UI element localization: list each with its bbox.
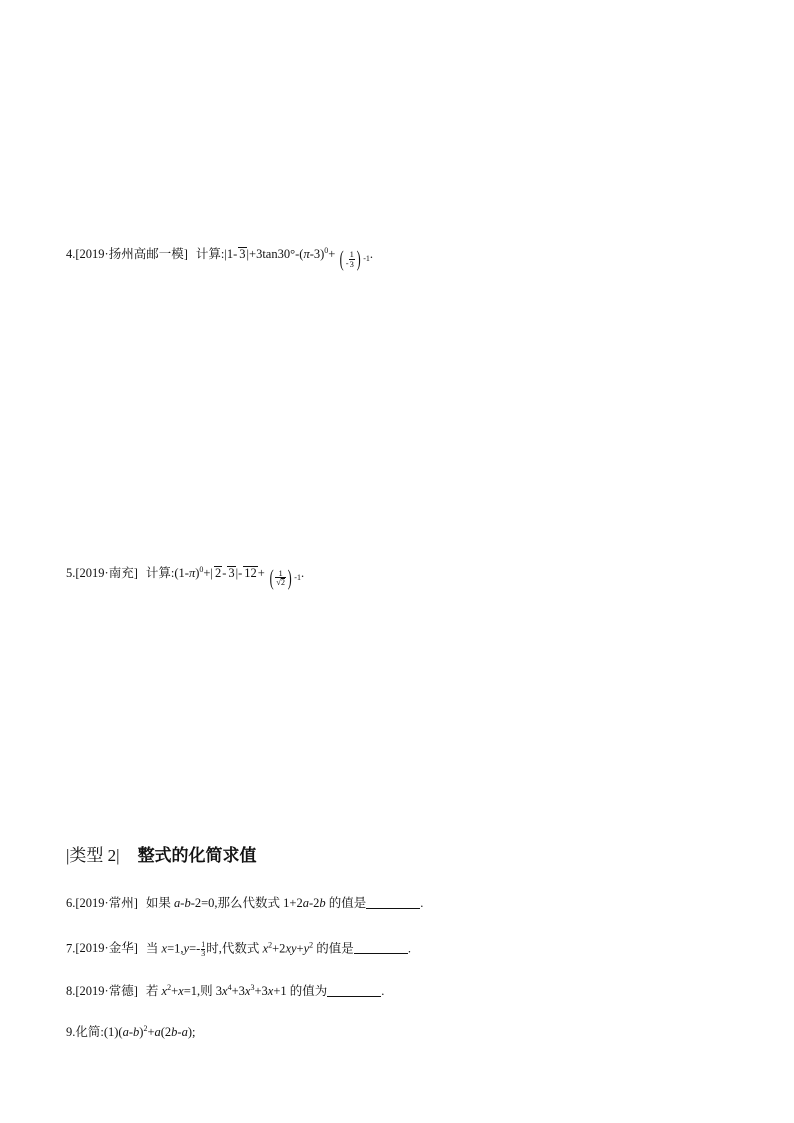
end-mark: . [381, 984, 385, 998]
question-prompt: 计算:(1- [145, 566, 189, 580]
question-text: =- [189, 941, 201, 956]
variable: b [133, 1025, 140, 1039]
sqrt-radicand: 12 [244, 566, 257, 580]
variable: b [171, 1025, 178, 1039]
variable: a [181, 1025, 188, 1039]
answer-blank[interactable] [366, 908, 420, 909]
answer-blank[interactable] [327, 996, 381, 997]
variable: b [184, 896, 191, 910]
pi-symbol: π [188, 566, 196, 580]
expr-text: |1- [224, 247, 238, 261]
question-text: -2 [308, 896, 320, 910]
exponent: 4 [227, 983, 232, 992]
section-label: |类型 2| [66, 846, 120, 865]
end-mark: . [369, 247, 374, 261]
question-number: 7. [66, 941, 76, 956]
fraction-numerator: 1 [278, 567, 283, 578]
answer-blank[interactable] [354, 953, 408, 954]
left-paren: ( [269, 565, 274, 591]
question-7 [66, 941, 411, 958]
question-text: 时,代数式 [206, 941, 263, 956]
expr-text: + [257, 566, 265, 580]
question-text: =1,则 3 [183, 984, 223, 998]
question-text: 化简:(1)( [75, 1025, 123, 1039]
question-text: + [296, 941, 304, 956]
exponent: -1 [363, 254, 370, 263]
exponent: 0 [199, 565, 204, 574]
question-text: (2 [160, 1025, 172, 1039]
sqrt-radicand: 3 [239, 247, 246, 261]
expr-text: - [222, 566, 227, 580]
variable: x [262, 941, 269, 956]
question-5 [66, 566, 304, 589]
right-paren: ) [287, 565, 292, 591]
end-mark: . [420, 896, 424, 910]
question-6 [66, 897, 423, 910]
right-paren: ) [356, 246, 361, 272]
fraction-denominator: √2 [276, 577, 285, 588]
variable: x [267, 984, 274, 998]
question-text: - [128, 1025, 134, 1039]
question-source: [2019·金华] [75, 941, 138, 956]
question-4 [66, 247, 373, 270]
variable: x [178, 984, 184, 998]
exponent: 2 [268, 940, 273, 950]
question-text: + [147, 1025, 155, 1039]
variable: x [161, 984, 168, 998]
end-mark: . [300, 566, 305, 580]
expr-text: |+3tan30°-( [246, 247, 304, 261]
fraction-group [338, 248, 362, 270]
end-mark: . [407, 941, 411, 956]
left-paren: ( [340, 246, 345, 272]
fraction-denominator: 3 [349, 258, 354, 269]
pi-symbol: π [303, 247, 310, 261]
fraction-denominator: 3 [201, 949, 206, 958]
section-title: 整式的化简求值 [137, 846, 257, 865]
expr-text: + [328, 247, 336, 261]
section-heading [66, 841, 257, 866]
variable: a [302, 896, 309, 910]
question-text: 如果 [145, 896, 175, 910]
fraction-numerator: 1 [201, 940, 206, 949]
exponent: -1 [294, 573, 301, 582]
fraction-numerator: 1 [349, 249, 354, 260]
exponent: 0 [324, 246, 329, 255]
question-text: +3 [254, 984, 268, 998]
fraction [349, 250, 355, 268]
variable: y [183, 941, 190, 956]
question-number: 6. [66, 896, 76, 910]
question-source: [2019·扬州高邮一模] [75, 247, 188, 261]
expr-text: |- [235, 566, 243, 580]
question-text: ); [187, 1025, 196, 1039]
variable: xy [285, 941, 297, 956]
question-text: 的值是 [313, 941, 354, 956]
exponent: 2 [309, 940, 314, 950]
question-number: 4. [66, 247, 76, 261]
question-text: 当 [145, 941, 162, 956]
question-text: =1, [167, 941, 184, 956]
expr-text: +| [203, 566, 213, 580]
sqrt-radicand: 3 [228, 566, 235, 580]
exponent: 2 [167, 983, 172, 992]
exponent: 3 [250, 983, 255, 992]
question-text: -2=0,那么代数式 1+2 [190, 896, 303, 910]
question-text: +2 [272, 941, 286, 956]
question-source: [2019·常德] [75, 984, 138, 998]
variable: y [303, 941, 310, 956]
question-source: [2019·南充] [75, 566, 138, 580]
question-prompt: 计算: [195, 247, 225, 261]
question-number: 9. [66, 1025, 76, 1039]
exponent: 2 [143, 1024, 148, 1033]
question-text: 若 [145, 984, 162, 998]
question-text: 的值是 [325, 896, 367, 910]
question-9 [66, 1026, 195, 1039]
variable: b [319, 896, 326, 910]
expr-text: ) [195, 566, 200, 580]
question-text: +3 [231, 984, 245, 998]
variable: x [161, 941, 168, 956]
question-text: ) [139, 1025, 144, 1039]
question-number: 8. [66, 984, 76, 998]
question-text: - [177, 1025, 182, 1039]
sqrt-radicand: 2 [280, 578, 285, 588]
fraction-group [268, 567, 293, 589]
fraction [275, 569, 286, 588]
sqrt-radicand: 2 [214, 566, 222, 580]
question-text: +1 的值为 [273, 984, 328, 998]
variable: a [174, 896, 181, 910]
expr-text: -3) [309, 247, 325, 261]
variable: x [222, 984, 228, 998]
variable: x [244, 984, 251, 998]
variable: a [122, 1025, 129, 1039]
question-8 [66, 985, 384, 998]
question-text: - [180, 896, 185, 910]
variable: a [154, 1025, 161, 1039]
fraction [201, 941, 205, 958]
question-text: + [171, 984, 179, 998]
question-source: [2019·常州] [75, 896, 138, 910]
frac-sign: - [345, 258, 349, 268]
question-number: 5. [66, 566, 76, 580]
